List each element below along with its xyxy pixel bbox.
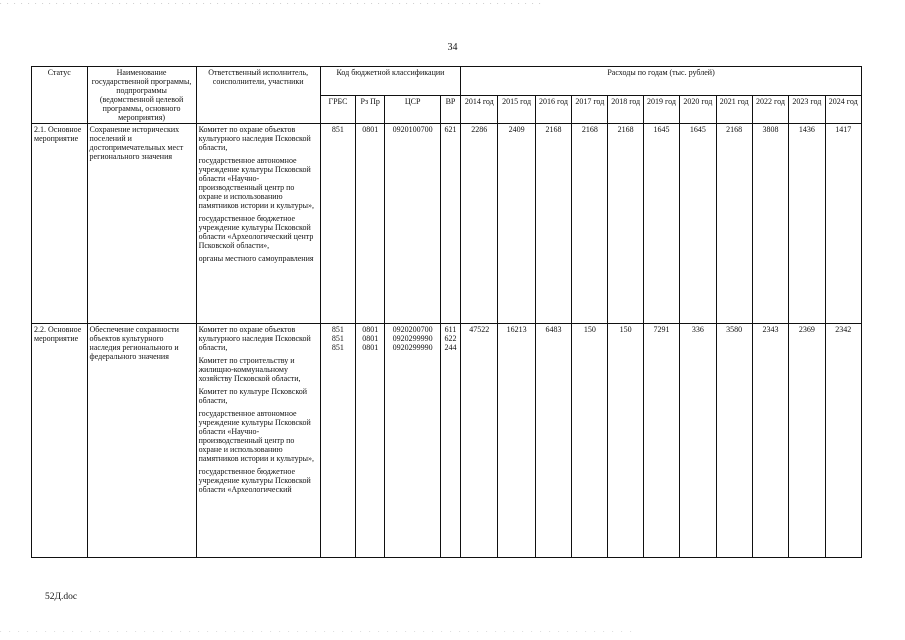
col-name-header: Наименование государственной программы, подпрограммы (ведомственной целевой программы, основного мероприятия): [87, 67, 196, 124]
rzpr-value: 0801: [362, 325, 379, 334]
value-2020: 336: [680, 324, 716, 558]
row-rzpr: [356, 324, 385, 558]
value-2019: 1645: [643, 124, 679, 324]
program-table: [31, 66, 862, 558]
value-2024: 2342: [825, 324, 861, 558]
value-2018: 150: [608, 324, 643, 558]
grbs-value: 851: [331, 334, 344, 343]
row-status: 2.2. Основное мероприятие: [32, 324, 88, 558]
row-vr: [440, 324, 460, 558]
responsible-entry: государственное бюджетное учреждение культуры Псковской области «Археологический: [198, 467, 311, 494]
value-2014: 47522: [461, 324, 498, 558]
value-2021: 2168: [716, 124, 752, 324]
col-year-2020: 2020 год: [680, 95, 716, 124]
col-budget-code-header: Код бюджетной классификации: [320, 67, 460, 96]
value-2017: 2168: [572, 124, 608, 324]
scan-artifact-bottom: . . . . . . . . . . . . . . . . . . . . . . . . . . . . . . . . . . . . . . . . . . . . . . . . . . . . . . . . . . . . . . . . . . . . . . .: [0, 628, 635, 634]
responsible-entry: Комитет по охране объектов культурного наследия Псковской области,: [198, 125, 311, 152]
value-2021: 3580: [716, 324, 752, 558]
col-year-2015: 2015 год: [498, 95, 535, 124]
value-2017: 150: [572, 324, 608, 558]
col-year-2014: 2014 год: [461, 95, 498, 124]
value-2015: 16213: [498, 324, 535, 558]
csr-value: 0920299990: [392, 343, 433, 352]
col-year-2017: 2017 год: [572, 95, 608, 124]
csr-value: 0920299990: [392, 334, 433, 343]
col-year-2019: 2019 год: [643, 95, 679, 124]
responsible-entry: Комитет по строительству и жилищно-коммунальному хозяйству Псковской области,: [198, 356, 301, 383]
row-name: Сохранение исторических поселений и достопримечательных мест регионального значения: [87, 124, 196, 324]
row-status: 2.1. Основное мероприятие: [32, 124, 88, 324]
col-year-2023: 2023 год: [789, 95, 825, 124]
col-csr-header: ЦСР: [385, 95, 441, 124]
col-status-header: Статус: [32, 67, 88, 124]
value-2016: 6483: [535, 324, 571, 558]
value-2024: 1417: [825, 124, 861, 324]
value-2023: 2369: [789, 324, 825, 558]
col-expenses-header: Расходы по годам (тыс. рублей): [461, 67, 862, 96]
row-responsible: [196, 324, 320, 558]
col-year-2022: 2022 год: [752, 95, 788, 124]
rzpr-value: 0801: [362, 343, 379, 352]
footer-filename: 52Д.doc: [45, 592, 78, 602]
col-year-2021: 2021 год: [716, 95, 752, 124]
vr-value: 611: [444, 325, 457, 334]
value-2019: 7291: [643, 324, 679, 558]
responsible-entry: государственное автономное учреждение культуры Псковской области «Научно-производственный центр по охране и использованию памятников истории и культуры»,: [198, 156, 315, 210]
col-vr-header: ВР: [440, 95, 460, 124]
row-grbs: [320, 324, 355, 558]
row-name: Обеспечение сохранности объектов культурного наследия регионального и федерального значения: [87, 324, 196, 558]
value-2016: 2168: [535, 124, 571, 324]
value-2018: 2168: [608, 124, 643, 324]
row-grbs: 851: [320, 124, 355, 324]
table-row: [32, 124, 862, 324]
row-csr: [385, 324, 441, 558]
responsible-entry: органы местного самоуправления: [198, 254, 314, 263]
col-year-2024: 2024 год: [825, 95, 861, 124]
page-number: 34: [447, 42, 458, 53]
value-2023: 1436: [789, 124, 825, 324]
row-rzpr: 0801: [356, 124, 385, 324]
grbs-value: 851: [331, 325, 344, 334]
row-csr: 0920100700: [385, 124, 441, 324]
csr-value: 0920200700: [392, 325, 433, 334]
vr-value: 244: [444, 343, 457, 352]
table-row: [32, 324, 862, 558]
vr-value: 622: [444, 334, 457, 343]
value-2015: 2409: [498, 124, 535, 324]
value-2014: 2286: [461, 124, 498, 324]
responsible-entry: государственное автономное учреждение культуры Псковской области «Научно-производственный центр по охране и использованию памятников истории и культуры»,: [198, 409, 315, 463]
responsible-entry: Комитет по охране объектов культурного наследия Псковской области,: [198, 325, 311, 352]
col-year-2016: 2016 год: [535, 95, 571, 124]
value-2020: 1645: [680, 124, 716, 324]
grbs-value: 851: [331, 343, 344, 352]
col-year-2018: 2018 год: [608, 95, 643, 124]
responsible-entry: государственное бюджетное учреждение культуры Псковской области «Археологический центр Псковской области»,: [198, 214, 314, 250]
rzpr-value: 0801: [362, 334, 379, 343]
scan-artifact-top: . . . . . . . . . . . . . . . . . . . . . . . . . . . . . . . . . . . . . . . . . . . . . . . . . . . . . . . . . . . . . . . . . . . . . . . . . . . . . .: [0, 0, 543, 6]
value-2022: 2343: [752, 324, 788, 558]
col-responsible-header: Ответственный исполнитель, соисполнители, участники: [196, 67, 320, 124]
col-rzpr-header: Рз Пр: [356, 95, 385, 124]
row-responsible: [196, 124, 320, 324]
responsible-entry: Комитет по культуре Псковской области,: [198, 387, 308, 405]
row-vr: 621: [440, 124, 460, 324]
col-grbs-header: ГРБС: [320, 95, 355, 124]
header-row-1: [32, 67, 862, 96]
value-2022: 3808: [752, 124, 788, 324]
